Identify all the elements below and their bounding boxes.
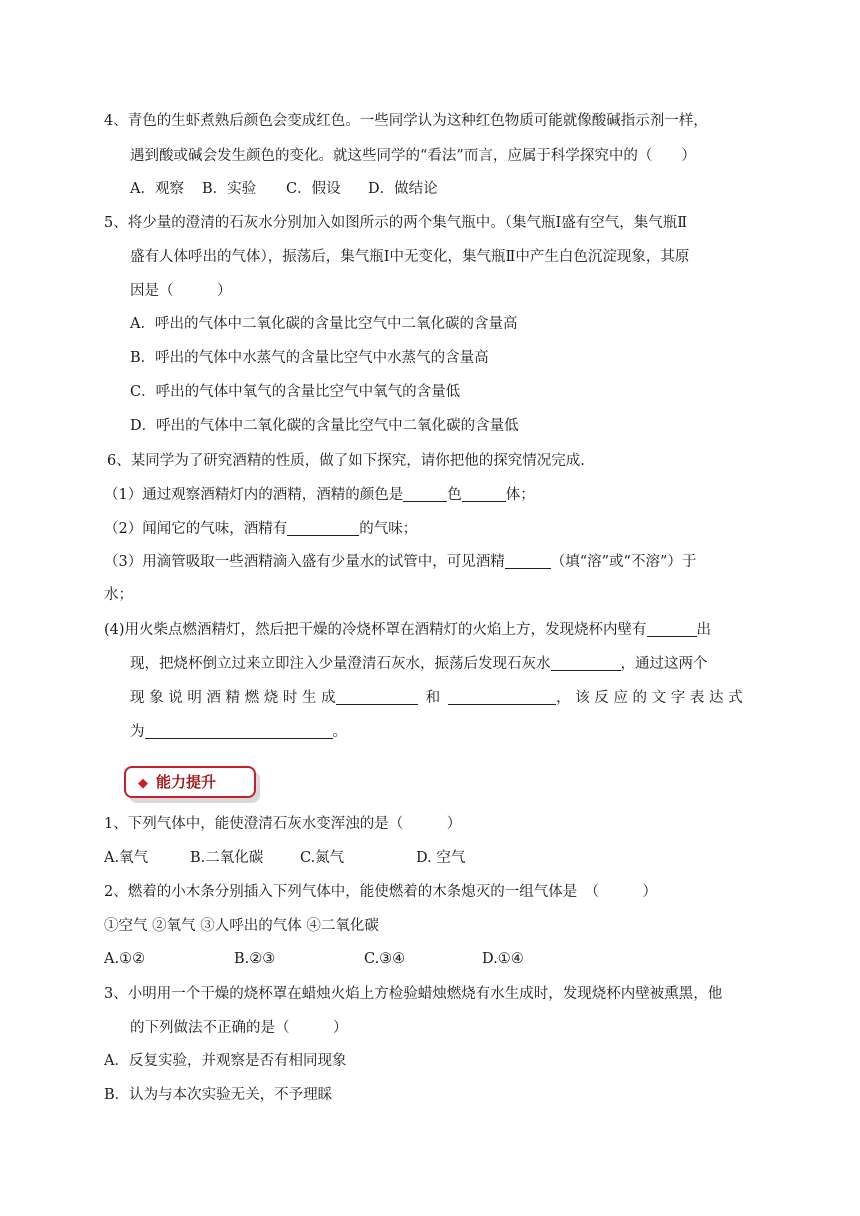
n1-option-d: D. 空气 [416, 850, 466, 866]
q5-stem-line3: 因是（ ） [130, 283, 232, 299]
n1-stem: 1、下列气体中，能使澄清石灰水变浑浊的是（ ） [104, 816, 462, 832]
q6-part4-line4 [130, 722, 347, 742]
q6-part4-line2 [130, 654, 708, 674]
q6-part1 [104, 485, 535, 505]
n2-option-c: C.③④ [364, 951, 406, 967]
q6-part4-text-d: ，通过这两个 [620, 656, 708, 672]
q6-part1-text-a: （1）通过观察酒精灯内的酒精，酒精的颜色是 [104, 487, 404, 503]
n1-option-b: B.二氧化碳 [190, 850, 264, 866]
n1-option-a: A.氧气 [104, 850, 149, 866]
section-header [124, 766, 262, 804]
q6-part4-text-a: (4)用火柴点燃酒精灯，然后把干燥的冷烧杯罩在酒精灯的火焰上方，发现烧杯内壁有 [104, 622, 647, 638]
q4-option-d: D．做结论 [368, 181, 438, 197]
q5-option-d: D．呼出的气体中二氧化碳的含量比空气中二氧化碳的含量低 [130, 418, 519, 434]
q5-option-b: B．呼出的气体中水蒸气的含量比空气中水蒸气的含量高 [130, 350, 489, 366]
q6-part4-text-i: 。 [332, 724, 347, 740]
q6-part2-text-a: （2）闻闻它的气味，酒精有 [104, 521, 288, 537]
q6-blank-color[interactable] [403, 486, 447, 502]
q6-part2-text-b: 的气味； [359, 521, 418, 537]
q5-option-a: A．呼出的气体中二氧化碳的含量比空气中二氧化碳的含量高 [130, 316, 518, 332]
q4-option-c: C．假设 [286, 181, 341, 197]
q6-part4-text-b: 出 [696, 622, 712, 638]
q6-blank-product1[interactable] [336, 689, 418, 705]
n2-stem: 2、燃着的小木条分别插入下列气体中，能使燃着的木条熄灭的一组气体是 （ ） [104, 884, 657, 900]
n3-stem-line2: 的下列做法不正确的是（ ） [130, 1020, 348, 1036]
q5-stem-line1: 5、将少量的澄清的石灰水分别加入如图所示的两个集气瓶中。（集气瓶Ⅰ盛有空气，集气瓶Ⅱ [104, 215, 688, 231]
q6-part1-text-c: 体； [505, 487, 535, 503]
q6-part2 [104, 519, 417, 539]
section-title: 能力提升 [156, 773, 217, 791]
q6-part4-text-f: 和 [425, 690, 441, 706]
q6-blank-solubility[interactable] [505, 553, 551, 569]
q6-blank-state[interactable] [462, 486, 506, 502]
q4-option-a: A．观察 [130, 181, 184, 197]
q5-stem-line2: 盛有人体呼出的气体），振荡后，集气瓶Ⅰ中无变化，集气瓶Ⅱ中产生白色沉淀现象，其原 [130, 249, 690, 265]
n3-option-a: A．反复实验，并观察是否有相同现象 [104, 1053, 347, 1069]
q6-blank-limewater[interactable] [551, 655, 621, 671]
q6-part4-text-h: 为 [130, 724, 145, 740]
q6-part1-text-b: 色 [447, 487, 462, 503]
n1-options [104, 848, 465, 868]
q6-blank-odor[interactable] [287, 520, 359, 536]
q6-intro: 6、某同学为了研究酒精的性质，做了如下探究，请你把他的探究情况完成. [107, 453, 585, 469]
q4-stem-line2: 遇到酸或碱会发生颜色的变化。就这些同学的“看法”而言，应属于科学探究中的（ ） [130, 148, 696, 164]
q5-option-c: C．呼出的气体中氧气的含量比空气中氧气的含量低 [130, 384, 461, 400]
q6-part3 [104, 552, 696, 572]
q6-part4-text-c: 现，把烧杯倒立过来立即注入少量澄清石灰水，振荡后发现石灰水 [130, 656, 551, 672]
q6-part4-line3 [130, 688, 743, 708]
section-header-box [124, 766, 256, 798]
n3-stem-line1: 3、小明用一个干燥的烧杯罩在蜡烛火焰上方检验蜡烛燃烧有水生成时，发现烧杯内壁被熏黑，他 [104, 986, 723, 1002]
q6-part4-text-g: ， 该 反 应 的 文 字 表 达 式 [556, 690, 743, 706]
q6-blank-product2[interactable] [448, 689, 556, 705]
n2-options [104, 949, 524, 969]
n2-items: ①空气 ②氧气 ③人呼出的气体 ④二氧化碳 [104, 918, 379, 934]
q6-part4-line1 [104, 620, 711, 640]
q4-option-b: B．实验 [202, 181, 257, 197]
q6-part3-text-a: （3）用滴管吸取一些酒精滴入盛有少量水的试管中，可见酒精 [104, 554, 505, 570]
q6-blank-equation[interactable] [145, 723, 333, 739]
n2-option-b: B.②③ [234, 951, 276, 967]
n2-option-a: A.①② [104, 951, 146, 967]
q4-stem-line1: 4、青色的生虾煮熟后颜色会变成红色。一些同学认为这种红色物质可能就像酸碱指示剂一样， [104, 113, 708, 129]
n3-option-b: B．认为与本次实验无关，不予理睬 [104, 1087, 333, 1103]
n2-option-d: D.①④ [482, 951, 524, 967]
q4-options [130, 179, 438, 199]
diamond-icon: ◆ [138, 776, 148, 791]
q6-part3-wrap: 水； [104, 587, 133, 603]
q6-part4-text-e: 现 象 说 明 酒 精 燃 烧 时 生 成 [130, 690, 336, 706]
q6-part3-text-b: （填“溶”或“不溶”）于 [550, 554, 697, 570]
n1-option-c: C.氮气 [300, 850, 345, 866]
q6-blank-observation[interactable] [647, 621, 697, 637]
